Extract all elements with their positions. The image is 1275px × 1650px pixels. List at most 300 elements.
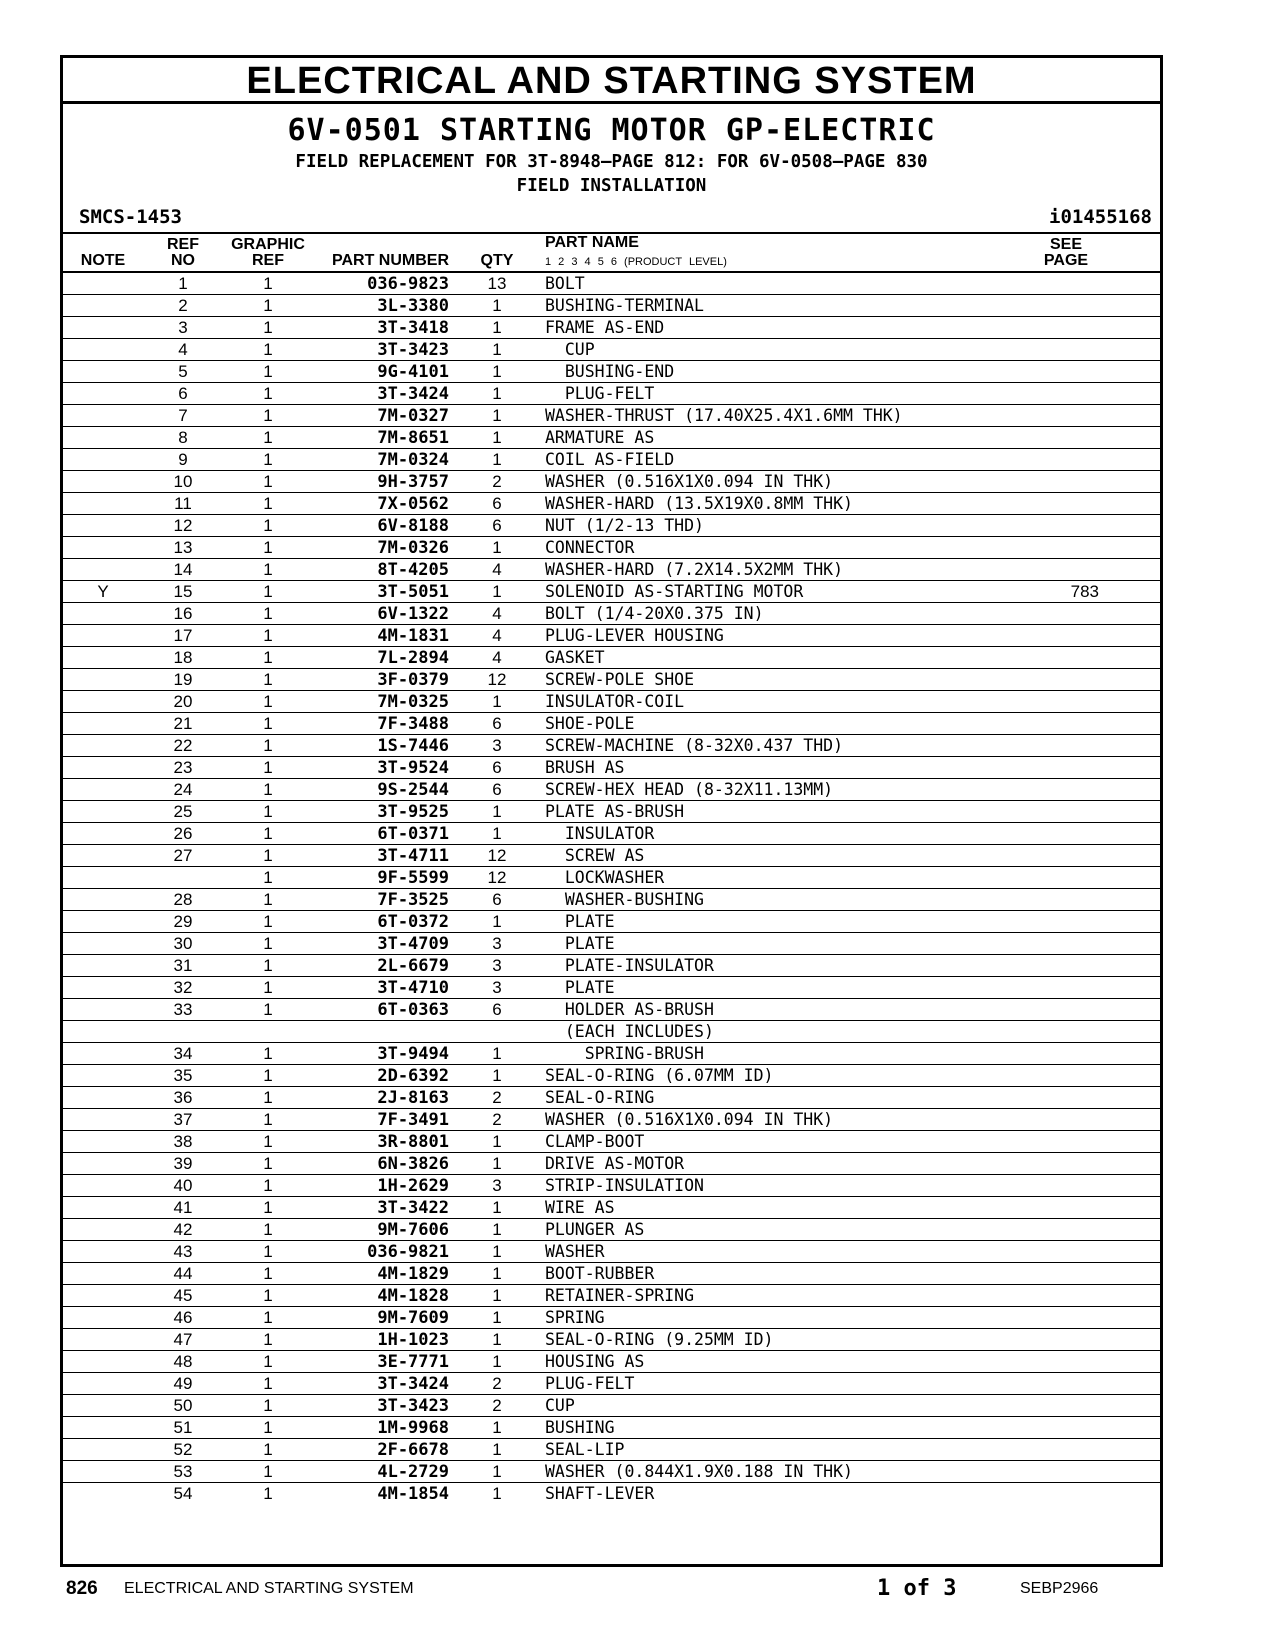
part-number-cell: 036-9823: [367, 274, 449, 294]
part-number-cell: 3E-7771: [377, 1352, 449, 1372]
graphic-ref-cell: 1: [263, 934, 273, 953]
ref-number-cell: 2: [178, 296, 188, 315]
table-row: [63, 1131, 1160, 1153]
part-name-cell: WIRE AS: [545, 1198, 615, 1217]
part-number-cell: 1H-2629: [377, 1176, 449, 1196]
part-name-cell: GASKET: [545, 648, 605, 667]
ref-number-cell: 8: [178, 428, 188, 447]
column-graphic-top: GRAPHIC: [231, 236, 305, 253]
ref-number-cell: 46: [173, 1308, 193, 1327]
part-name-cell: SOLENOID AS-STARTING MOTOR: [545, 582, 804, 601]
column-graphic-bottom: REF: [252, 252, 284, 269]
table-row: [63, 911, 1160, 933]
column-part-number: PART NUMBER: [331, 252, 449, 269]
part-number-cell: 7M-0326: [377, 538, 449, 558]
ref-number-cell: 13: [173, 538, 193, 557]
ref-number-cell: 42: [173, 1220, 193, 1239]
graphic-ref-cell: 1: [263, 714, 273, 733]
ref-number-cell: 35: [173, 1066, 193, 1085]
ref-number-cell: 21: [173, 714, 193, 733]
ref-number-cell: 44: [173, 1264, 193, 1283]
table-row: [63, 735, 1160, 757]
part-number-cell: 3R-8801: [377, 1132, 449, 1152]
part-number-cell: 7M-8651: [377, 428, 449, 448]
quantity-cell: 4: [492, 604, 502, 623]
quantity-cell: 4: [492, 626, 502, 645]
part-number-cell: 1H-1023: [377, 1330, 449, 1350]
part-name-cell: WASHER-HARD (13.5X19X0.8MM THK): [545, 494, 853, 513]
table-row: [63, 1241, 1160, 1263]
ref-number-cell: 28: [173, 890, 193, 909]
table-row: [63, 845, 1160, 867]
note-cell: Y: [97, 582, 109, 601]
graphic-ref-cell: 1: [263, 670, 273, 689]
graphic-ref-cell: 1: [263, 340, 273, 359]
part-name-cell: WASHER-BUSHING: [545, 890, 704, 909]
table-row: [63, 537, 1160, 559]
smcs-row: [63, 202, 1160, 232]
quantity-cell: 1: [492, 1330, 502, 1349]
quantity-cell: 2: [492, 1374, 502, 1393]
footer-page-number: 826: [66, 1578, 98, 1599]
ref-number-cell: 34: [173, 1044, 193, 1063]
part-name-cell: SCREW-POLE SHOE: [545, 670, 695, 689]
quantity-cell: 1: [492, 582, 502, 601]
ref-number-cell: 49: [173, 1374, 193, 1393]
graphic-ref-cell: 1: [263, 1220, 273, 1239]
part-number-cell: 6V-8188: [377, 516, 449, 536]
table-row: [63, 383, 1160, 405]
graphic-ref-cell: 1: [263, 1352, 273, 1371]
table-row: [63, 1285, 1160, 1307]
part-name-cell: WASHER: [545, 1242, 605, 1261]
part-name-cell: SEAL-O-RING (9.25MM ID): [545, 1330, 774, 1349]
table-row: [63, 1263, 1160, 1285]
graphic-ref-cell: 1: [263, 846, 273, 865]
part-number-cell: 9F-5599: [377, 868, 449, 888]
quantity-cell: 1: [492, 1418, 502, 1437]
table-row: [63, 1021, 1160, 1043]
table-row: [63, 339, 1160, 361]
part-number-cell: 8T-4205: [377, 560, 449, 580]
graphic-ref-cell: 1: [263, 318, 273, 337]
footer-document-id: SEBP2966: [1020, 1580, 1099, 1597]
part-name-cell: HOLDER AS-BRUSH: [545, 1000, 714, 1019]
quantity-cell: 1: [492, 1242, 502, 1261]
field-replacement-note: FIELD REPLACEMENT FOR 3T-8948—PAGE 812: FOR 6V-0508—PAGE 830: [295, 152, 928, 172]
graphic-ref-cell: 1: [263, 384, 273, 403]
table-row: [63, 405, 1160, 427]
ref-number-cell: 1: [178, 274, 188, 293]
quantity-cell: 1: [492, 1308, 502, 1327]
part-number-cell: 2J-8163: [377, 1088, 449, 1108]
graphic-ref-cell: 1: [263, 494, 273, 513]
table-row: [63, 1153, 1160, 1175]
table-row: [63, 471, 1160, 493]
quantity-cell: 1: [492, 1352, 502, 1371]
column-ref-bottom: NO: [171, 252, 195, 269]
graphic-ref-cell: 1: [263, 538, 273, 557]
part-number-cell: 7F-3525: [377, 890, 449, 910]
part-number-cell: 6T-0372: [377, 912, 449, 932]
graphic-ref-cell: 1: [263, 516, 273, 535]
table-row: [63, 713, 1160, 735]
quantity-cell: 6: [492, 1000, 502, 1019]
graphic-ref-cell: 1: [263, 956, 273, 975]
graphic-ref-cell: 1: [263, 1396, 273, 1415]
column-ref-top: REF: [167, 236, 199, 253]
part-name-cell: SCREW-MACHINE (8-32X0.437 THD): [545, 736, 844, 755]
part-number-cell: 4M-1854: [377, 1484, 449, 1504]
ref-number-cell: 16: [173, 604, 193, 623]
graphic-ref-cell: 1: [263, 1242, 273, 1261]
ref-number-cell: 11: [174, 494, 192, 513]
part-name-cell: CUP: [545, 340, 595, 359]
table-row: [63, 669, 1160, 691]
part-number-cell: 2D-6392: [377, 1066, 449, 1086]
ref-number-cell: 5: [178, 362, 188, 381]
part-name-cell: SHOE-POLE: [545, 714, 635, 733]
ref-number-cell: 25: [173, 802, 193, 821]
table-row: [63, 1087, 1160, 1109]
ref-number-cell: 31: [173, 956, 193, 975]
part-number-cell: 3T-9524: [377, 758, 449, 778]
ref-number-cell: 53: [173, 1462, 193, 1481]
quantity-cell: 2: [492, 1110, 502, 1129]
parts-page-frame: [60, 55, 1163, 1567]
part-name-cell: BUSHING: [545, 1418, 615, 1437]
quantity-cell: 12: [487, 868, 507, 887]
table-row: [63, 1395, 1160, 1417]
part-name-cell: CLAMP-BOOT: [545, 1132, 645, 1151]
quantity-cell: 13: [487, 274, 507, 293]
part-number-cell: 7M-0324: [377, 450, 449, 470]
part-number-cell: 6N-3826: [377, 1154, 449, 1174]
column-product-level: 1 2 3 4 5 6 (PRODUCT LEVEL): [545, 256, 727, 268]
ref-number-cell: 6: [178, 384, 188, 403]
table-row: [63, 1043, 1160, 1065]
part-number-cell: 3T-3422: [377, 1198, 449, 1218]
part-number-cell: 3F-0379: [377, 670, 449, 690]
part-name-cell: BRUSH AS: [545, 758, 625, 777]
table-row: [63, 977, 1160, 999]
quantity-cell: 12: [487, 846, 507, 865]
table-row: [63, 493, 1160, 515]
quantity-cell: 3: [492, 978, 502, 997]
part-name-cell: PLATE: [545, 978, 615, 997]
graphic-ref-cell: 1: [263, 1330, 273, 1349]
table-row: [63, 647, 1160, 669]
part-name-cell: SPRING-BRUSH: [545, 1044, 704, 1063]
graphic-ref-cell: 1: [263, 692, 273, 711]
part-number-cell: 3T-3423: [377, 1396, 449, 1416]
table-row: [63, 999, 1160, 1021]
table-row: [63, 581, 1160, 603]
ref-number-cell: 43: [173, 1242, 193, 1261]
ref-number-cell: 39: [173, 1154, 193, 1173]
page-title: ELECTRICAL AND STARTING SYSTEM: [63, 58, 1160, 104]
part-name-cell: PLATE AS-BRUSH: [545, 802, 685, 821]
ref-number-cell: 26: [173, 824, 193, 843]
column-see-top: SEE: [1049, 236, 1082, 253]
part-number-cell: 7F-3491: [377, 1110, 449, 1130]
part-name-cell: CONNECTOR: [545, 538, 635, 557]
table-row: [63, 1373, 1160, 1395]
part-number-cell: 036-9821: [367, 1242, 449, 1262]
quantity-cell: 2: [492, 1396, 502, 1415]
table-row: [63, 1175, 1160, 1197]
quantity-cell: 1: [492, 1044, 502, 1063]
table-row: [63, 801, 1160, 823]
quantity-cell: 1: [492, 384, 502, 403]
table-row: [63, 515, 1160, 537]
part-number-cell: 4M-1831: [377, 626, 449, 646]
ref-number-cell: 38: [173, 1132, 193, 1151]
part-name-cell: BOLT (1/4-20X0.375 IN): [545, 604, 764, 623]
part-name-cell: (EACH INCLUDES): [545, 1022, 714, 1041]
part-name-cell: PLUG-LEVER HOUSING: [545, 626, 724, 645]
quantity-cell: 3: [492, 934, 502, 953]
part-name-cell: WASHER (0.516X1X0.094 IN THK): [545, 1110, 834, 1129]
part-number-cell: 4L-2729: [377, 1462, 449, 1482]
quantity-cell: 2: [492, 1088, 502, 1107]
table-row: [63, 559, 1160, 581]
ref-number-cell: 9: [178, 450, 188, 469]
quantity-cell: 3: [492, 736, 502, 755]
part-name-cell: BOLT: [545, 274, 585, 293]
ref-number-cell: 18: [173, 648, 193, 667]
graphic-ref-cell: 1: [263, 868, 273, 887]
graphic-ref-cell: 1: [263, 406, 273, 425]
graphic-ref-cell: 1: [263, 582, 273, 601]
graphic-ref-cell: 1: [263, 1000, 273, 1019]
footer-page-count: 1 of 3: [877, 1576, 957, 1601]
see-page-cell: 783: [1070, 582, 1099, 601]
part-number-cell: 3T-3418: [377, 318, 449, 338]
table-row: [63, 449, 1160, 471]
table-row: [63, 1417, 1160, 1439]
graphic-ref-cell: 1: [263, 296, 273, 315]
graphic-ref-cell: 1: [263, 1286, 273, 1305]
table-row: [63, 1197, 1160, 1219]
part-name-cell: PLUG-FELT: [545, 384, 655, 403]
table-row: [63, 1219, 1160, 1241]
part-number-cell: 3L-3380: [377, 296, 449, 316]
quantity-cell: 6: [492, 758, 502, 777]
part-number-cell: 1M-9968: [377, 1418, 449, 1438]
quantity-cell: 1: [492, 318, 502, 337]
part-name-cell: COIL AS-FIELD: [545, 450, 675, 469]
parts-table-body: [63, 273, 1160, 1505]
column-note: NOTE: [80, 252, 126, 269]
table-row: [63, 823, 1160, 845]
graphic-ref-cell: 1: [263, 1176, 273, 1195]
quantity-cell: 1: [492, 1286, 502, 1305]
quantity-cell: 2: [492, 472, 502, 491]
ref-number-cell: 27: [173, 846, 193, 865]
quantity-cell: 1: [492, 692, 502, 711]
column-qty: QTY: [480, 252, 514, 269]
part-name-cell: RETAINER-SPRING: [545, 1286, 695, 1305]
part-name-cell: HOUSING AS: [545, 1352, 645, 1371]
table-row: [63, 889, 1160, 911]
table-row: [63, 295, 1160, 317]
part-number-cell: 3T-9494: [377, 1044, 449, 1064]
table-row: [63, 625, 1160, 647]
graphic-ref-cell: 1: [263, 626, 273, 645]
graphic-ref-cell: 1: [263, 780, 273, 799]
part-number-cell: 9M-7609: [377, 1308, 449, 1328]
ref-number-cell: 52: [173, 1440, 193, 1459]
graphic-ref-cell: 1: [263, 1066, 273, 1085]
part-name-cell: DRIVE AS-MOTOR: [545, 1154, 685, 1173]
part-name-cell: SCREW AS: [545, 846, 645, 865]
part-name-cell: BOOT-RUBBER: [545, 1264, 655, 1283]
graphic-ref-cell: 1: [263, 1154, 273, 1173]
smcs-code: SMCS-1453: [79, 206, 182, 228]
document-identifier: i01455168: [1049, 206, 1152, 228]
part-number-cell: 6V-1322: [377, 604, 449, 624]
part-name-cell: WASHER (0.516X1X0.094 IN THK): [545, 472, 834, 491]
part-name-cell: LOCKWASHER: [545, 868, 665, 887]
part-number-cell: 7M-0325: [377, 692, 449, 712]
part-name-cell: NUT (1/2-13 THD): [545, 516, 704, 535]
part-number-cell: 6T-0363: [377, 1000, 449, 1020]
graphic-ref-cell: 1: [263, 736, 273, 755]
graphic-ref-cell: 1: [263, 450, 273, 469]
quantity-cell: 1: [492, 406, 502, 425]
part-number-cell: 3T-4709: [377, 934, 449, 954]
quantity-cell: 4: [492, 648, 502, 667]
table-row: [63, 1109, 1160, 1131]
graphic-ref-cell: 1: [263, 648, 273, 667]
ref-number-cell: 15: [173, 582, 193, 601]
part-name-cell: PLATE: [545, 912, 615, 931]
graphic-ref-cell: 1: [263, 890, 273, 909]
quantity-cell: 1: [492, 824, 502, 843]
part-number-cell: 2L-6679: [377, 956, 449, 976]
ref-number-cell: 20: [173, 692, 193, 711]
part-name-cell: CUP: [545, 1396, 575, 1415]
part-number-cell: 7L-2894: [377, 648, 449, 668]
part-number-cell: 3T-3423: [377, 340, 449, 360]
column-see-bottom: PAGE: [1043, 252, 1089, 269]
part-name-cell: INSULATOR: [545, 824, 655, 843]
field-installation-note: FIELD INSTALLATION: [516, 176, 707, 196]
table-header: [63, 232, 1160, 273]
part-name-cell: BUSHING-TERMINAL: [545, 296, 704, 315]
part-name-cell: ARMATURE AS: [545, 428, 655, 447]
graphic-ref-cell: 1: [263, 472, 273, 491]
ref-number-cell: 33: [173, 1000, 193, 1019]
part-name-cell: SPRING: [545, 1308, 605, 1327]
quantity-cell: 1: [492, 1440, 502, 1459]
ref-number-cell: 47: [173, 1330, 193, 1349]
page-footer: [0, 1576, 1275, 1606]
table-row: [63, 603, 1160, 625]
ref-number-cell: 14: [173, 560, 193, 579]
graphic-ref-cell: 1: [263, 1462, 273, 1481]
table-row: [63, 955, 1160, 977]
graphic-ref-cell: 1: [263, 1418, 273, 1437]
graphic-ref-cell: 1: [263, 1374, 273, 1393]
table-row: [63, 1439, 1160, 1461]
ref-number-cell: 24: [173, 780, 193, 799]
table-row: [63, 757, 1160, 779]
part-name-cell: PLATE: [545, 934, 615, 953]
part-name-cell: SHAFT-LEVER: [545, 1484, 655, 1503]
table-row: [63, 273, 1160, 295]
graphic-ref-cell: 1: [263, 1198, 273, 1217]
ref-number-cell: 12: [173, 516, 193, 535]
part-name-cell: SEAL-O-RING: [545, 1088, 655, 1107]
part-name-cell: WASHER (0.844X1.9X0.188 IN THK): [545, 1462, 853, 1481]
part-number-cell: 3T-4710: [377, 978, 449, 998]
part-number-cell: 7M-0327: [377, 406, 449, 426]
ref-number-cell: 19: [173, 670, 193, 689]
quantity-cell: 1: [492, 1198, 502, 1217]
table-row: [63, 1307, 1160, 1329]
footer-section-title: ELECTRICAL AND STARTING SYSTEM: [124, 1580, 414, 1597]
part-name-cell: WASHER-HARD (7.2X14.5X2MM THK): [545, 560, 844, 579]
quantity-cell: 6: [492, 890, 502, 909]
table-row: [63, 691, 1160, 713]
quantity-cell: 3: [492, 1176, 502, 1195]
part-number-cell: 7F-3488: [377, 714, 449, 734]
part-name-cell: WASHER-THRUST (17.40X25.4X1.6MM THK): [545, 406, 903, 425]
part-number-cell: 4M-1828: [377, 1286, 449, 1306]
ref-number-cell: 10: [173, 472, 193, 491]
graphic-ref-cell: 1: [263, 362, 273, 381]
part-number-cell: 9H-3757: [377, 472, 449, 492]
graphic-ref-cell: 1: [263, 912, 273, 931]
part-name-cell: SEAL-LIP: [545, 1440, 625, 1459]
part-number-cell: 3T-3424: [377, 1374, 449, 1394]
quantity-cell: 1: [492, 802, 502, 821]
graphic-ref-cell: 1: [263, 604, 273, 623]
graphic-ref-cell: 1: [263, 274, 273, 293]
part-name-cell: SEAL-O-RING (6.07MM ID): [545, 1066, 774, 1085]
table-row: [63, 1329, 1160, 1351]
table-row: [63, 317, 1160, 339]
column-part-name: PART NAME: [545, 234, 639, 251]
part-number-cell: 3T-5051: [377, 582, 449, 602]
part-name-cell: STRIP-INSULATION: [545, 1176, 704, 1195]
quantity-cell: 1: [492, 450, 502, 469]
graphic-ref-cell: 1: [263, 428, 273, 447]
ref-number-cell: 48: [173, 1352, 193, 1371]
quantity-cell: 12: [487, 670, 507, 689]
table-row: [63, 779, 1160, 801]
part-number-cell: 3T-3424: [377, 384, 449, 404]
table-row: [63, 1351, 1160, 1373]
quantity-cell: 1: [492, 1154, 502, 1173]
graphic-ref-cell: 1: [263, 1088, 273, 1107]
quantity-cell: 3: [492, 956, 502, 975]
ref-number-cell: 45: [173, 1286, 193, 1305]
quantity-cell: 6: [492, 494, 502, 513]
part-number-cell: 2F-6678: [377, 1440, 449, 1460]
ref-number-cell: 29: [173, 912, 193, 931]
table-row: [63, 933, 1160, 955]
ref-number-cell: 36: [173, 1088, 193, 1107]
quantity-cell: 1: [492, 538, 502, 557]
part-name-cell: BUSHING-END: [545, 362, 675, 381]
part-name-cell: PLATE-INSULATOR: [545, 956, 714, 975]
group-title: 6V-0501 STARTING MOTOR GP-ELECTRIC: [287, 113, 936, 148]
part-number-cell: 3T-9525: [377, 802, 449, 822]
graphic-ref-cell: 1: [263, 1484, 273, 1503]
